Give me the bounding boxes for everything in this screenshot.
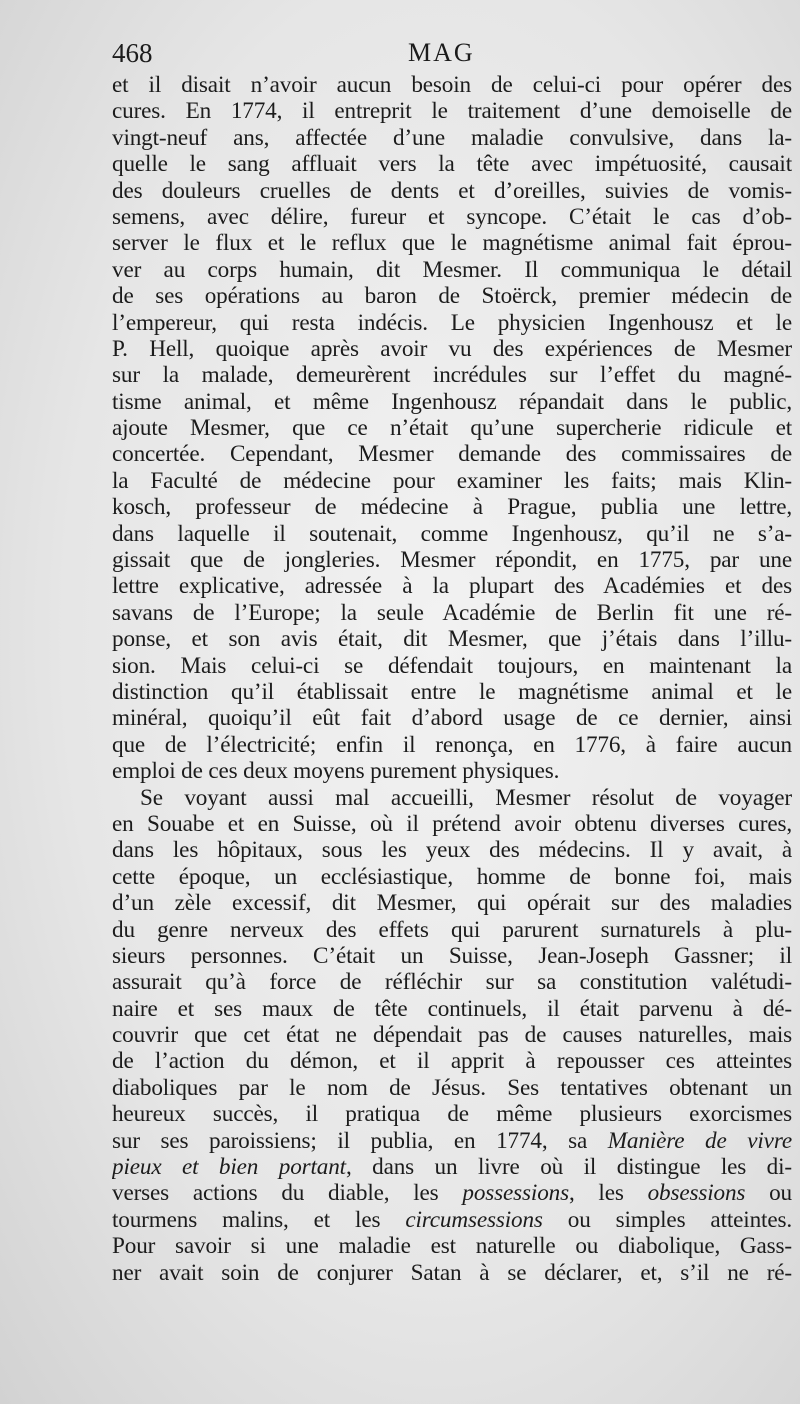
page-number: 468 — [112, 38, 153, 68]
text-line-with-title — [112, 1128, 792, 1154]
page-header — [112, 38, 792, 72]
text-line: et il disait n’avoir aucun besoin de celui-ci pour opérer des — [112, 72, 792, 98]
text-line: savans de l’Europe; la seule Académie de Berlin fit une ré- — [112, 599, 792, 626]
paragraph-1 — [112, 72, 792, 785]
text-line: ver au corps humain, dit Mesmer. Il communiqua le détail — [112, 256, 792, 283]
text-line: de l’action du démon, et il apprit à repousser ces atteintes — [112, 1048, 792, 1075]
text-line: assurait qu’à force de réfléchir sur sa constitution valétudi- — [112, 969, 792, 996]
text-line: gissait que de jongleries. Mesmer répondit, en 1775, par une — [112, 547, 792, 574]
text-segment: ou — [745, 1180, 792, 1207]
text-segment: sur ses paroissiens; il publia, en 1774, sa — [112, 1127, 588, 1154]
text-line: emploi de ces deux moyens purement physiques. — [112, 758, 560, 785]
text-line: l’empereur, qui resta indécis. Le physicien Ingenhousz et le — [112, 309, 792, 336]
text-line: quelle le sang affluait vers la tête avec impétuosité, causait — [112, 151, 792, 178]
text-line: heureux succès, il pratiqua de même plusieurs exorcismes — [112, 1101, 792, 1128]
text-segment: verses actions du diable, les — [112, 1180, 463, 1207]
text-line: d’un zèle excessif, dit Mesmer, qui opérait sur des maladies — [112, 890, 792, 917]
text-line: concertée. Cependant, Mesmer demande des commissaires de — [112, 441, 792, 468]
text-segment: tourmens malins, et les — [112, 1206, 406, 1233]
text-line: minéral, quoiqu’il eût fait d’abord usage de ce dernier, ainsi — [112, 705, 792, 732]
text-segment: , les — [568, 1180, 648, 1207]
text-line: cette époque, un ecclésiastique, homme de bonne foi, mais — [112, 863, 792, 890]
text-line: tisme animal, et même Ingenhousz répandait dans le public, — [112, 388, 792, 415]
text-line: la Faculté de médecine pour examiner les faits; mais Klin- — [112, 467, 792, 494]
text-line: Se voyant aussi mal accueilli, Mesmer résolut de voyager — [140, 784, 792, 811]
term-possessions: possessions — [462, 1180, 569, 1207]
text-line: dans les hôpitaux, sous les yeux des médecins. Il y avait, à — [112, 837, 792, 864]
text-line-with-terms — [112, 1207, 792, 1233]
running-head: MAG — [408, 38, 475, 67]
text-line: sieurs personnes. C’était un Suisse, Jean-Joseph Gassner; il — [112, 942, 792, 969]
text-line-with-terms — [112, 1180, 792, 1206]
text-line: en Souabe et en Suisse, où il prétend avoir obtenu diverses cures, — [112, 810, 792, 837]
text-line: sion. Mais celui-ci se défendait toujours, en maintenant la — [112, 652, 792, 679]
text-line: Pour savoir si une maladie est naturelle ou diabolique, Gass- — [112, 1233, 792, 1260]
body-text — [112, 72, 792, 1286]
text-line: server le flux et le reflux que le magnétisme animal fait éprou- — [112, 230, 792, 257]
text-line: de ses opérations au baron de Stoërck, premier médecin de — [112, 283, 792, 310]
text-segment: , dans un livre où il distingue les di- — [345, 1154, 792, 1181]
term-circumsessions: circumsessions — [405, 1206, 543, 1233]
text-line: ponse, et son avis était, dit Mesmer, que j’étais dans l’illu- — [112, 626, 792, 653]
text-line: kosch, professeur de médecine à Prague, publia une lettre, — [112, 494, 792, 521]
text-line: vingt-neuf ans, affectée d’une maladie convulsive, dans la- — [112, 124, 792, 151]
text-line: du genre nerveux des effets qui parurent surnaturels à plu- — [112, 916, 792, 943]
text-line: que de l’électricité; enfin il renonça, en 1776, à faire aucun — [112, 731, 792, 758]
text-line: ner avait soin de conjurer Satan à se déclarer, et, s’il ne ré- — [112, 1259, 792, 1286]
text-line: lettre explicative, adressée à la plupart des Académies et des — [112, 573, 792, 600]
paragraph-2 — [112, 785, 792, 1286]
text-line: P. Hell, quoique après avoir vu des expériences de Mesmer — [112, 335, 792, 362]
text-line: ajoute Mesmer, que ce n’était qu’une supercherie ridicule et — [112, 415, 792, 442]
text-line: semens, avec délire, fureur et syncope. C’était le cas d’ob- — [112, 203, 792, 230]
book-title-part-1: Manière de vivre — [607, 1127, 792, 1154]
term-obsessions: obsessions — [647, 1180, 746, 1207]
text-line: cures. En 1774, il entreprit le traitement d’une demoiselle de — [112, 98, 792, 125]
text-line: diaboliques par le nom de Jésus. Ses tentatives obtenant un — [112, 1074, 792, 1101]
text-line-with-title — [112, 1154, 792, 1180]
text-line: sur la malade, demeurèrent incrédules sur l’effet du magné- — [112, 362, 792, 389]
text-line: distinction qu’il établissait entre le magnétisme animal et le — [112, 678, 792, 705]
text-line: naire et ses maux de tête continuels, il était parvenu à dé- — [112, 995, 792, 1022]
text-segment: ou simples atteintes. — [542, 1206, 792, 1233]
book-title-part-2: pieux et bien portant — [112, 1154, 346, 1181]
text-line: dans laquelle il soutenait, comme Ingenhousz, qu’il ne s’a- — [112, 520, 792, 547]
text-line: couvrir que cet état ne dépendait pas de causes naturelles, mais — [112, 1022, 792, 1049]
text-line: des douleurs cruelles de dents et d’oreilles, suivies de vomis- — [112, 177, 792, 204]
